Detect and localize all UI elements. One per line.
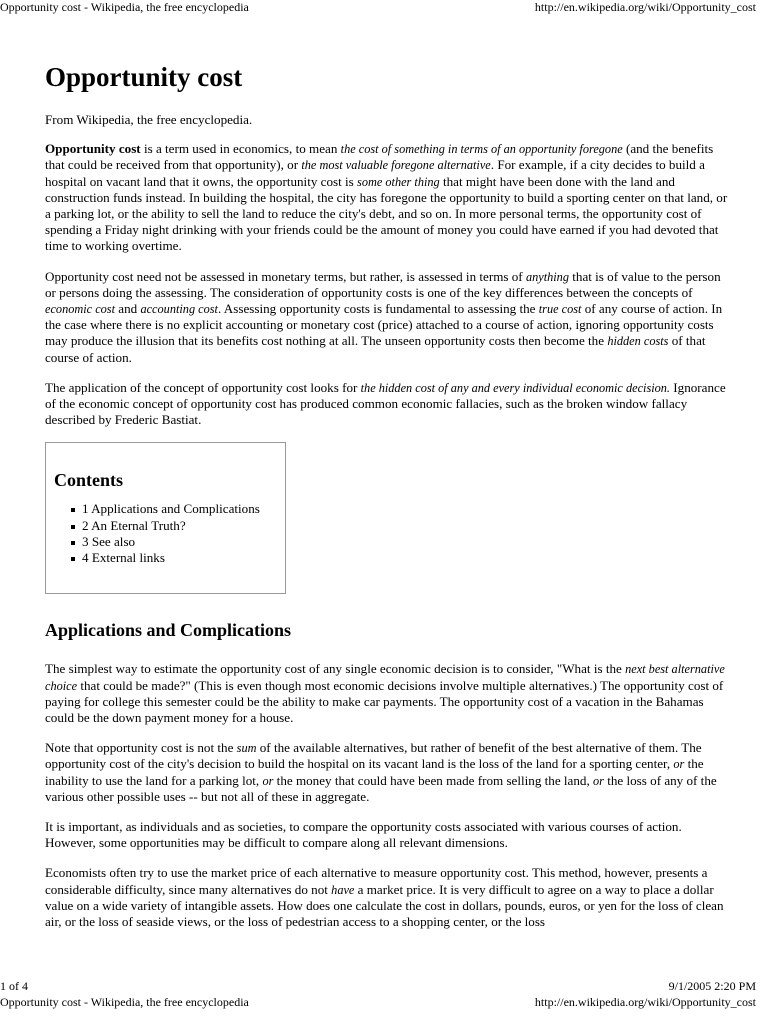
emphasis-text: economic cost xyxy=(45,302,115,317)
article-body xyxy=(45,60,730,944)
text-run: It is important, as individuals and as societies, to compare the opportunity costs associated with various courses of action. However, some opportunities may be difficult to compare along all relevant dimensions. xyxy=(45,819,682,851)
text-run: Opportunity cost need not be assessed in monetary terms, but rather, is assessed in terms of xyxy=(45,268,526,284)
emphasis-text: the most valuable foregone alternative xyxy=(301,158,491,173)
emphasis-text: true cost xyxy=(538,302,582,317)
emphasis-text: hidden costs xyxy=(607,334,669,349)
print-header-title: Opportunity cost - Wikipedia, the free encyclopedia xyxy=(0,0,249,14)
toc-item-applications[interactable]: 1 Applications and Complications xyxy=(82,501,285,517)
text-run: that might have been done with the land and construction funds instead. In building the hospital, the city has foregone the opportunity to build a sporting center on that land, or a parking lot, or the ability to sell the land to reduce the city's debt, and so on. In more personal terms, the opportunity cost of spending a Friday night drinking with your friends could be the amount of money you could have earned if you had devoted that time to working overtime. xyxy=(45,173,728,254)
text-run: (and the benefits that could be received from that opportunity), or xyxy=(45,141,714,173)
text-run: The application of the concept of opportunity cost looks for xyxy=(45,379,361,395)
text-run: The simplest way to estimate the opportunity cost of any single economic decision is to consider, "What is the xyxy=(45,661,626,677)
emphasis-text: some other thing xyxy=(357,174,440,189)
section-heading: Applications and Complications xyxy=(45,620,292,641)
print-datetime: 9/1/2005 2:20 PM xyxy=(668,979,756,993)
text-run: that could be made?" (This is even though most economic decisions involve multiple alternatives.) The opportunity cost of paying for college this semester could be the ability to make car payments. The opportunity cost of a vacation in the Bahamas could be the down payment money for a house. xyxy=(45,677,724,726)
intro-paragraph xyxy=(45,141,730,254)
emphasis-text: accounting cost xyxy=(140,302,218,317)
text-run: a market price. It is very difficult to agree on a way to place a dollar value on a wide variety of intangible assets. How does one calculate the cost in dollars, pounds, euros, or yen for the loss of clean air, or the loss of seaside views, or the loss of pedestrian access to a shopping center, or the loss xyxy=(45,881,724,930)
intro-paragraph xyxy=(45,380,730,429)
intro-paragraph xyxy=(45,269,730,366)
emphasis-text: or xyxy=(673,757,685,772)
text-run: the loss of any of the various other possible uses -- but not all of these in aggregate. xyxy=(45,772,717,804)
emphasis-text: next best alternative choice xyxy=(45,662,725,693)
toc-list xyxy=(54,501,285,566)
toc-title: Contents xyxy=(54,470,124,491)
intro xyxy=(45,141,730,428)
text-run: . For example, if a city decides to build a hospital on vacant land that it owns, the opportunity cost is xyxy=(45,157,705,189)
toc-item-external-links[interactable]: 4 External links xyxy=(82,550,285,566)
next-page-header-url: http://en.wikipedia.org/wiki/Opportunity_cost xyxy=(534,995,756,1009)
text-run: the inability to use the land for a parking lot, xyxy=(45,756,704,788)
text-run: Economists often try to use the market price of each alternative to measure opportunity cost. This method, however, presents a considerable difficulty, since many alternatives do not xyxy=(45,865,708,897)
text-run: of any course of action. In the case where there is no explicit accounting or monetary cost (price) attached to a course of action, ignoring opportunity costs may produce the illusion that its benefits cost nothing at all. The unseen opportunity costs then become the xyxy=(45,301,723,349)
toc-item-see-also[interactable]: 3 See also xyxy=(82,534,285,550)
emphasis-text: have xyxy=(331,882,355,897)
text-run: is a term used in economics, to mean xyxy=(140,141,341,157)
text-run: and xyxy=(115,301,141,317)
text-run: Note that opportunity cost is not the xyxy=(45,740,237,756)
emphasis-text: or xyxy=(262,773,274,788)
print-header-url: http://en.wikipedia.org/wiki/Opportunity_cost xyxy=(534,0,756,14)
table-of-contents xyxy=(45,442,286,594)
bold-term: Opportunity cost xyxy=(45,141,141,157)
section-paragraph xyxy=(45,740,730,805)
emphasis-text: anything xyxy=(525,269,569,284)
section-applications xyxy=(45,661,730,930)
text-run: of the available alternatives, but rather of benefit of the best alternative of them. The opportunity cost of the city's decision to build the hospital on its vacant land is the loss of the land for a sporting center, xyxy=(45,740,702,772)
next-page-header-title: Opportunity cost - Wikipedia, the free encyclopedia xyxy=(0,995,249,1009)
site-subtitle: From Wikipedia, the free encyclopedia. xyxy=(45,112,253,127)
toc-item-eternal-truth[interactable]: 2 An Eternal Truth? xyxy=(82,518,285,534)
text-run: Ignorance of the economic concept of opportunity cost has produced common economic fallacies, such as the broken window fallacy described by Frederic Bastiat. xyxy=(45,379,726,428)
text-run: that is of value to the person or persons doing the assessing. The consideration of opportunity costs is one of the key differences between the concepts of xyxy=(45,268,721,300)
page-number: 1 of 4 xyxy=(0,979,28,993)
section-paragraph xyxy=(45,865,730,930)
emphasis-text: or xyxy=(593,773,604,788)
emphasis-text: the cost of something in terms of an opportunity foregone xyxy=(340,142,623,157)
section-paragraph xyxy=(45,661,730,726)
emphasis-text: sum xyxy=(236,741,257,756)
section-paragraph xyxy=(45,819,730,851)
emphasis-text: the hidden cost of any and every individual economic decision. xyxy=(360,380,671,395)
text-run: of that course of action. xyxy=(45,333,706,365)
page-title: Opportunity cost xyxy=(45,62,243,92)
text-run: . Assessing opportunity costs is fundamental to assessing the xyxy=(217,301,539,317)
text-run: the money that could have been made from selling the land, xyxy=(273,772,594,788)
